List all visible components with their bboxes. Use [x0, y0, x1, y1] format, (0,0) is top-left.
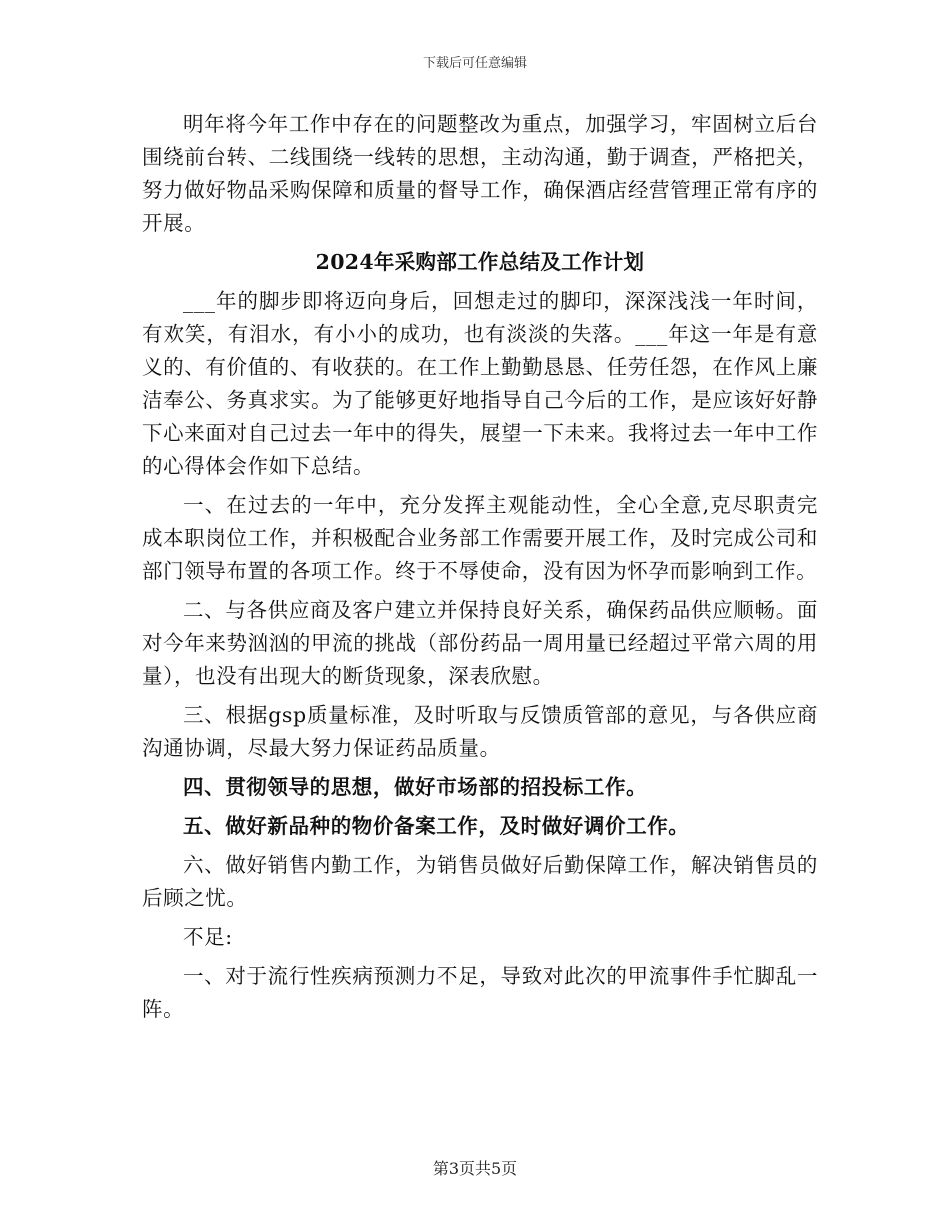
intro-paragraph: 明年将今年工作中存在的问题整改为重点，加强学习，牢固树立后台围绕前台转、二线围绕一线转的思想，主动沟通，勤于调查，严格把关，努力做好物品采购保障和质量的督导工作，确保酒店经营管理正常有序的开展。	[142, 112, 818, 235]
paragraph-item-1: 一、在过去的一年中，充分发挥主观能动性，全心全意,克尽职责完成本职岗位工作，并积极配合业务部工作需要开展工作，及时完成公司和部门领导布置的各项工作。终于不辱使命，没有因为怀孕而影响到工作。	[142, 493, 818, 583]
shortcoming-item-1: 一、对于流行性疾病预测力不足，导致对此次的甲流事件手忙脚乱一阵。	[142, 964, 818, 1021]
paragraph-item-6: 六、做好销售内勤工作，为销售员做好后勤保障工作，解决销售员的后顾之忧。	[142, 853, 818, 910]
shortcomings-heading: 不足:	[183, 925, 233, 949]
document-body	[142, 108, 818, 1026]
paragraph-item-4: 四、贯彻领导的思想，做好市场部的招投标工作。	[183, 775, 648, 799]
paragraph-item-3: 三、根据gsp质量标准，及时听取与反馈质管部的意见，与各供应商沟通协调，尽最大努力保证药品质量。	[142, 703, 818, 760]
paragraph-opening: ___年的脚步即将迈向身后，回想走过的脚印，深深浅浅一年时间，有欢笑，有泪水，有小小的成功，也有淡淡的失落。___年这一年是有意义的、有价值的、有收获的。在工作上勤勤恳恳、任劳任怨，在作风上廉洁奉公、务真求实。为了能够更好地指导自己今后的工作，是应该好好静下心来面对自己过去一年中的得失，展望一下未来。我将过去一年中工作的心得体会作如下总结。	[142, 289, 818, 478]
page-header: 下载后可任意编辑	[422, 56, 527, 71]
document-title: 2024年采购部工作总结及工作计划	[315, 250, 645, 274]
page-number: 第3页共5页	[432, 1159, 518, 1178]
paragraph-item-2: 二、与各供应商及客户建立并保持良好关系，确保药品供应顺畅。面对今年来势汹汹的甲流的挑战（部份药品一周用量已经超过平常六周的用量），也没有出现大的断货现象，深表欣慰。	[142, 598, 818, 688]
paragraph-item-5: 五、做好新品种的物价备案工作，及时做好调价工作。	[183, 814, 690, 838]
